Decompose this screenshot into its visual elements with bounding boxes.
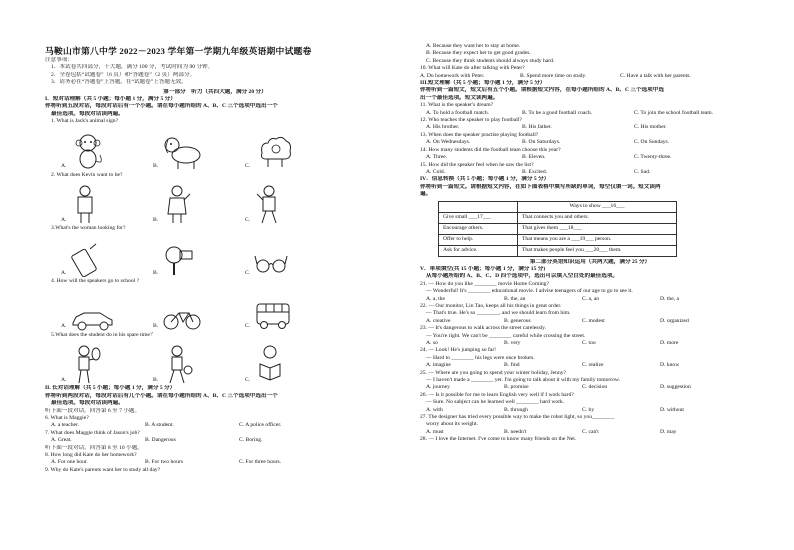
option: C. His mother. [634, 124, 667, 131]
option-label: A. [61, 216, 67, 223]
note-item: 3．请务必在“答题卷”上答题，在“试题卷”上答题无效。 [51, 79, 187, 86]
question-2: 2. What does Kevin want to be? [51, 171, 123, 178]
table-cell: That gives them ___18___ [518, 223, 677, 234]
option: C. Because they think students should always study hard. [426, 57, 555, 64]
option: C. a, an [582, 295, 600, 302]
option: C. On Sundays. [634, 139, 670, 146]
question-12: 12. Who teaches the speaker to play football? [420, 117, 522, 124]
question-24: 24. — Look! He's jumping so far! [420, 347, 497, 354]
option: C. For three hours. [239, 459, 282, 466]
question-6: 6. What is Maggie? [45, 414, 89, 421]
option: A. For one hour. [51, 459, 88, 466]
option: A. Because they want her to stay at home. [426, 43, 521, 49]
option-label: B. [153, 323, 159, 330]
question-27: 27. The designer has tried every possible way to make the robot light, so you________ [420, 414, 615, 421]
table-cell: That makes people feel you ___20___ them. [518, 245, 677, 256]
section4-instruction: 你将听到一篇短文。请根据短文内容，在如下图表格中填写所缺的单词，每空仅填一词。短文读两 [420, 183, 661, 190]
question-14: 14. How many students did the football team choose this year? [420, 146, 561, 153]
section3-title: III.短文理解（共 5 小题；每小题 1 分，满分 5 分） [420, 80, 546, 87]
option: A. journey [426, 384, 450, 391]
option: C. Sad. [634, 168, 651, 175]
question-21-options [420, 296, 760, 303]
part1-heading: 第一部分 听力（共四大题，满分 20 分） [163, 88, 267, 95]
section2-title: II. 长对话理解（共 5 小题；每小题 1 分，满分 5 分） [45, 385, 176, 392]
table-cell: That means you are a ___19___ person. [518, 234, 677, 245]
question-24-line2: — Hard to ________ his legs were once broken. [426, 354, 535, 361]
question-11-options [420, 110, 760, 117]
basketball-player-picture [162, 344, 194, 384]
singer-picture [162, 184, 192, 224]
option: B. For two hours [145, 459, 183, 466]
table-cell: That connects you and others. [518, 212, 677, 223]
option: B. through [504, 406, 528, 413]
option: D. the, a [660, 295, 679, 302]
option-label: C. [245, 163, 251, 170]
option: A. Great. [51, 437, 72, 444]
glasses-picture [254, 251, 288, 277]
question-10: 10. What will Kate do after talking with Peter? [420, 65, 525, 72]
question-9: 9. Why do Kate's parents want her to study all day? [45, 466, 161, 473]
option: B. A student. [145, 422, 174, 429]
section1-instruction-2: 最佳选项。每段对话读两遍。 [51, 110, 124, 117]
option: B. promise [504, 384, 529, 391]
q1-pictures [61, 127, 385, 171]
info-table [438, 201, 677, 257]
doctor-picture [70, 184, 100, 224]
option: C. Twenty-three. [634, 154, 672, 161]
option: B. His father. [522, 124, 552, 131]
question-14-options [420, 154, 760, 161]
option: A. imagine [426, 362, 451, 369]
option-label: B. [153, 270, 159, 277]
option: B. Dangerous [145, 437, 176, 444]
question-26: 26. — Is it possible for me to learn English very well if I work hard? [420, 391, 574, 398]
sheep-picture [254, 131, 296, 171]
dialogue-intro-2: 听下面一段对话，回答第 8 至 10 小题。 [45, 444, 143, 451]
option-label: C. [245, 216, 251, 223]
question-11: 11. What is the speaker's dream? [420, 102, 494, 109]
option: A. so [426, 340, 438, 346]
table-row [439, 223, 677, 234]
question-21-line2: — Wonderful! It's ________ educational movie. I advise teenagers of our age to go to see it. [426, 288, 633, 295]
section3-instruction: 你将听到一篇短文，短文后有五个小题。请根据短文内容，在每小题所给的 A、B、C 三个选项中选 [420, 87, 664, 94]
table-row [439, 212, 677, 223]
option: B. generous [504, 317, 531, 324]
q2-pictures [61, 180, 385, 224]
section4-title: IV．信息转换（共 5 小题；每小题 1 分，满分 5 分） [420, 176, 550, 183]
option: B. Excited. [522, 168, 548, 175]
option-label: B. [153, 376, 159, 383]
question-27-line2: worry about its weight. [426, 421, 478, 428]
question-1: 1. What is Jack's animal sign? [51, 118, 119, 125]
option: A. with [426, 406, 443, 413]
option: D. organized [660, 317, 689, 324]
option: C. by [582, 406, 595, 413]
question-23: 23. — It's dangerous to walk across the street carelessly. [420, 325, 547, 332]
table-cell [439, 201, 518, 212]
question-26-line2: — Sure. No subject can be learned well ________ hard work. [426, 399, 565, 406]
section5-title: V．单项填空(共 15 小题；每小题 1 分，满分 15 分) [420, 265, 546, 272]
player-picture [254, 184, 284, 224]
question-5: 5.What does the student do in his spare time？ [51, 331, 156, 338]
option: C. A police officer. [239, 422, 282, 429]
table-row [439, 234, 677, 245]
question-21: 21. — How do you like ________ movie Home Coming? [420, 280, 549, 287]
question-13: 13. When does the speaker practise playing football? [420, 131, 539, 138]
q3-pictures [61, 233, 385, 277]
exam-title: 马鞍山市第八中学 2022－2023 学年第一学期九年级英语期中试题卷 [45, 46, 312, 56]
table-cell: Encourage others. [439, 223, 518, 234]
section1-title: I．短对话理解（共 5 小题；每小题 1 分，满分 5 分） [45, 96, 176, 103]
option: C. too [582, 340, 596, 346]
table-cell: Offer to help. [439, 234, 518, 245]
question-25: 25. — Where are you going to spend your winter holiday, Jenny? [420, 369, 567, 376]
left-column [45, 46, 385, 474]
option: A. must [426, 428, 444, 435]
part2-heading: 第二部分英语知识运用（共两大题，满分 25 分） [529, 258, 651, 265]
section2-instruction: 你将听到两段对话，每段对话后有几个小题。请在每小题所给的 A、B、C 三个选项中选出一个 [45, 392, 278, 399]
section5-instruction: 从每小题所给的 A、B、C、D 四个选项中，选出可以填入空白处的最佳选项。 [426, 273, 619, 280]
question-24-options [420, 362, 760, 369]
reading-boy-picture [254, 344, 288, 384]
option: C. decision [582, 384, 608, 391]
option: A. His brother. [426, 124, 460, 131]
option: A. a teacher. [51, 422, 79, 429]
question-22: 22. — Our monitor, Lin Tao, keeps all his things in great order. [420, 302, 562, 309]
question-28: 28. — I love the Internet. I've come to know many friends on the Net. [420, 436, 577, 443]
phone-picture [70, 243, 102, 277]
note-item: 2．全卷包括“试题卷”（6 页）和“答题卷”（2 页）两部分。 [51, 71, 196, 78]
question-23-line2: — You're right. We can't be ________ careful while crossing the street. [426, 332, 586, 339]
right-column [420, 43, 760, 444]
section4-instruction-2: 遍。 [420, 191, 432, 198]
table-cell: Ask for advice. [439, 245, 518, 256]
question-23-options [420, 340, 760, 347]
question-10-options [420, 73, 760, 80]
option: B. the, an [504, 295, 526, 302]
option: B. very [504, 340, 521, 346]
table-cell: Ways to show ___16___ [518, 201, 677, 212]
option: C. modest [582, 317, 605, 324]
option: A. Three. [426, 154, 448, 161]
option-label: C. [245, 376, 251, 383]
option: B. Because they expect her to get good grades. [426, 50, 531, 57]
bike-picture [162, 307, 202, 331]
question-7-options [45, 437, 385, 444]
question-22-line2: — That's true. He's so ________, and we should learn from him. [426, 310, 571, 317]
question-3: 3.What's the woman looking for? [51, 225, 126, 232]
notes-head: 注意事项： [45, 57, 73, 63]
option: C. To join the school football team. [634, 109, 714, 116]
question-13-options [420, 139, 760, 146]
question-7: 7. What does Maggie think of Jason's job? [45, 429, 140, 436]
option: A. Do homework with Peter. [420, 72, 485, 79]
option: B. find [504, 362, 520, 369]
option-label: A. [61, 163, 67, 170]
question-26-options [420, 407, 760, 414]
question-22-options [420, 318, 760, 325]
option: B. needn't [504, 428, 527, 435]
option: D. more [660, 340, 679, 346]
option-label: B. [153, 163, 159, 170]
option-label: A. [61, 270, 67, 277]
option: A. To hold a football match. [426, 109, 490, 116]
dog-picture [162, 131, 206, 171]
table-cell: Give small ___17___ [439, 212, 518, 223]
option: B. To be a good football coach. [522, 109, 593, 116]
monkey-picture [70, 131, 110, 171]
question-4: 4. How will the speakers go to school ? [51, 278, 140, 285]
q5-pictures [61, 340, 385, 384]
question-12-options [420, 124, 760, 131]
question-8: 8. How long did Kate do her homework? [45, 451, 137, 458]
option-label: A. [61, 376, 67, 383]
option: B. On Saturdays. [522, 139, 561, 146]
option: A. Cold. [426, 168, 446, 175]
option: A. On Wednesdays. [426, 139, 471, 146]
option: A. a, the [426, 295, 445, 302]
table-row [439, 245, 677, 256]
car-picture [70, 307, 114, 331]
option: C. Boring. [239, 437, 263, 444]
option: B. Eleven. [522, 154, 546, 161]
question-15: 15. How did the speaker feel when he saw the list? [420, 161, 534, 168]
option: D. suggestion [660, 384, 691, 391]
option-label: C. [245, 323, 251, 330]
dialogue-intro-1: 听下面一段对话，回答第 6 至 7 小题。 [45, 407, 141, 414]
section2-instruction-2: 最佳选项。每段对话读两遍。 [51, 400, 124, 407]
question-8-options [45, 459, 385, 466]
note-item: 1．本试卷共四部分，十大题，满分 100 分，考试时间为 90 分钟。 [51, 64, 214, 71]
option-label: A. [61, 323, 67, 330]
hairdryer-picture [162, 243, 196, 277]
option: C. can't [582, 428, 599, 435]
question-15-options [420, 169, 760, 176]
option: A. creative [426, 317, 451, 324]
question-25-line2: — I haven't made a ________ yet. I'm going to talk about it with my family tomorrow. [426, 377, 620, 384]
section1-instruction: 你将听到五段对话，每段对话后有一个小题。请在每小题所给的 A、B、C 三个选项中选出一个 [45, 103, 278, 110]
option: D. without [660, 406, 684, 413]
option: C. realize [582, 362, 604, 369]
option-label: C. [245, 270, 251, 277]
bus-picture [254, 301, 292, 331]
question-25-options [420, 384, 760, 391]
table-header-row [439, 201, 677, 212]
question-6-options [45, 422, 385, 429]
option: B. Spend more time on study. [520, 72, 587, 79]
q4-pictures [61, 287, 385, 331]
option: D. may [660, 428, 677, 435]
option-label: B. [153, 216, 159, 223]
tennis-player-picture [70, 344, 102, 384]
option: C. Have a talk with her parents. [620, 72, 691, 79]
section3-instruction-2: 出一个最佳选项。短文读两遍。 [420, 94, 499, 101]
option: D. know [660, 362, 680, 369]
question-27-options [420, 429, 760, 436]
